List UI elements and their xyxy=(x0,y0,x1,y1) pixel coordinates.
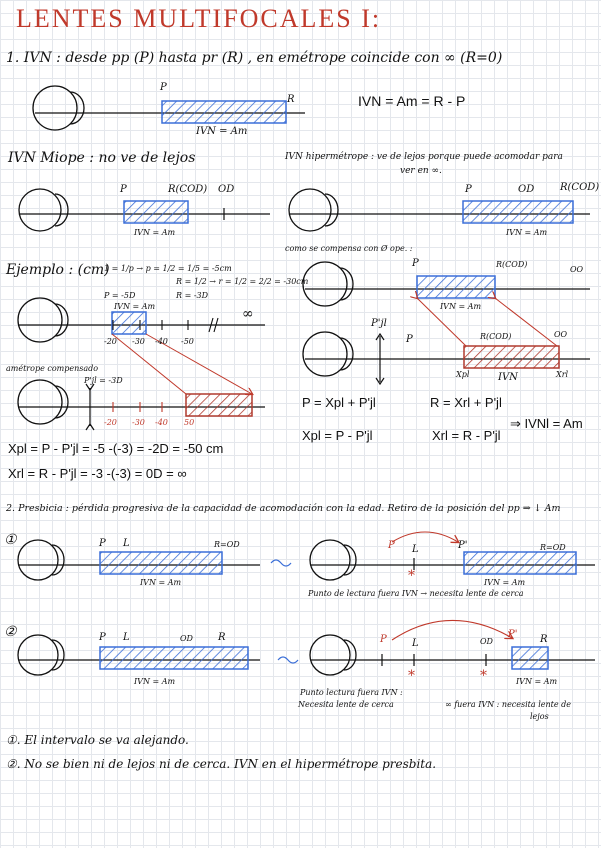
ejemplo-tick-4: -50 xyxy=(181,337,194,346)
c1-label-p-prime: P' xyxy=(458,540,468,551)
c2-star-1: * xyxy=(408,668,415,684)
c2-ivn-am: IVN = Am xyxy=(134,677,176,686)
ivn-am-s1: IVN = Am xyxy=(196,126,248,137)
hiper-note: como se compensa con Ø ope. : xyxy=(285,244,413,253)
hiper-pyl: P'jl xyxy=(371,318,387,329)
ivn-bar-presb-1a xyxy=(100,552,222,574)
c2-ivn-am-after: IVN = Am xyxy=(516,677,558,686)
c1-label-r: R=OD xyxy=(214,540,240,549)
c2-label-od-after: OD xyxy=(480,637,493,646)
c2-label-r-after: R xyxy=(540,634,548,645)
section-1-heading: 1. IVN : desde pp (P) hasta pr (R) , en emétrope coincide con ∞ (R=0) xyxy=(6,50,503,66)
eye-hiper-comp-2 xyxy=(303,332,353,376)
c2-label-l-after: L xyxy=(412,638,419,649)
eye-presb-2b xyxy=(310,635,356,675)
ejemplo-r-value: R = -3D xyxy=(176,291,209,300)
hiper-ivn-am2: IVN = Am xyxy=(440,302,482,311)
eye-compensado xyxy=(18,380,68,424)
c1-label-p: P xyxy=(99,538,106,549)
ejemplo-lens-tick-3: -40 xyxy=(155,418,168,427)
c1-label-l-after: L xyxy=(412,544,419,555)
ejemplo-formula-2: Xrl = R - P'jl = -3 -(-3) = 0D = ∞ xyxy=(8,466,187,481)
c2-caption-left-2: Necesita lente de cerca xyxy=(298,700,394,709)
hiper-label-p3: P xyxy=(406,334,413,345)
ivn-bar-presb-2b xyxy=(512,647,548,669)
page-title: LENTES MULTIFOCALES I: xyxy=(16,4,382,33)
label-p-s1: P xyxy=(160,82,167,93)
c2-label-p-after: P xyxy=(380,634,387,645)
presbicia-heading: 2. Presbicia : pérdida progresiva de la capacidad de acomodación con la edad. Retiro de la posición del pp ⇒ ↓ Am xyxy=(6,503,561,514)
hiper-heading: IVN hipermétrope : ve de lejos porque puede acomodar para xyxy=(285,152,563,162)
ivn-bar-ejemplo xyxy=(112,312,146,334)
ejemplo-lens-tick-2: -30 xyxy=(132,418,145,427)
ejemplo-pyl-label: P'jl = -3D xyxy=(84,376,123,385)
eye-miope xyxy=(19,189,68,231)
c2-caption-right-2: lejos xyxy=(530,712,549,721)
c2-label-l: L xyxy=(123,632,130,643)
c1-label-r-after: R=OD xyxy=(540,543,566,552)
miope-label-p: P xyxy=(120,184,127,195)
ejemplo-infinity: ∞ xyxy=(242,306,254,322)
ejemplo-tick-2: -30 xyxy=(132,337,145,346)
map-line-1 xyxy=(112,334,186,394)
eye-ejemplo xyxy=(18,298,68,342)
ejemplo-compensado: amétrope compensado xyxy=(6,364,99,373)
ejemplo-p-value: P = -5D xyxy=(104,291,136,300)
c2-label-p: P xyxy=(99,632,106,643)
ivn-bar-emetrope xyxy=(162,101,286,123)
hiper-xpl: Xpl xyxy=(456,370,470,379)
c2-caption-left-1: Punto lectura fuera IVN : xyxy=(300,688,403,697)
hiper-xrl: Xrl xyxy=(556,370,569,379)
formula-s1: IVN = Am = R - P xyxy=(358,93,466,109)
hiper-formula-4: Xpl = P - P'jl xyxy=(302,428,373,443)
ejemplo-lens-tick-1: -20 xyxy=(104,418,117,427)
c2-label-od: OD xyxy=(180,634,193,643)
miope-label-od: OD xyxy=(218,184,235,195)
hiper-ivn-am: IVN = Am xyxy=(506,228,548,237)
conclusion-2: ②. No se bien ni de lejos ni de cerca. IVN en el hipermétrope presbita. xyxy=(6,757,437,771)
ivn-bar-compensado xyxy=(186,394,252,416)
hiper-formula-5: Xrl = R - P'jl xyxy=(432,428,501,443)
c2-caption-right-1: ∞ fuera IVN : necesita lente de xyxy=(445,700,571,709)
ejemplo-ivn-am: IVN = Am xyxy=(114,302,156,311)
ejemplo-tick-1: -20 xyxy=(104,337,117,346)
ivn-bar-hipermetrope xyxy=(463,201,573,223)
ejemplo-note-1: 1 = 1/p → p = 1/2 = 1/5 = -5cm xyxy=(104,264,232,273)
eye-hiper-comp-1 xyxy=(303,262,353,306)
hiper-label-oo: OO xyxy=(570,265,584,274)
c1-ivn-am: IVN = Am xyxy=(140,578,182,587)
hiper-label-oo3: OO xyxy=(554,330,568,339)
c1-label-p-after: P xyxy=(388,540,395,551)
hiper-label-p: P xyxy=(465,184,472,195)
c1-ivn-am-after: IVN = Am xyxy=(484,578,526,587)
ejemplo-note-2: R = 1/2 → r = 1/2 = 2/2 = -30cm xyxy=(176,277,309,286)
c2-label-r: R xyxy=(218,632,226,643)
hiper-label-r2: R(COD) xyxy=(496,260,528,269)
eye-emetrope xyxy=(33,86,84,130)
ivn-bar-presb-2a xyxy=(100,647,248,669)
eye-presb-1b xyxy=(310,540,356,580)
c1-star: * xyxy=(408,568,415,584)
ejemplo-tick-3: -40 xyxy=(155,337,168,346)
c1-caption: Punto de lectura fuera IVN → necesita lente de cerca xyxy=(308,589,524,598)
hiper-formula-3: ⇒ IVNl = Am xyxy=(510,416,583,431)
hiper-label-p2: P xyxy=(412,258,419,269)
label-r-s1: R xyxy=(287,94,295,105)
hiper-ivn-l: IVN xyxy=(498,372,518,383)
ejemplo-heading: Ejemplo : (cm) xyxy=(6,262,110,278)
miope-heading: IVN Miope : no ve de lejos xyxy=(8,150,196,166)
c1-label-l: L xyxy=(123,538,130,549)
ivn-bar-hiper-comp-1 xyxy=(417,276,495,298)
eye-hipermetrope xyxy=(289,189,338,231)
case-1-number: ① xyxy=(4,532,17,548)
ejemplo-lens-tick-4: 50 xyxy=(184,418,195,427)
miope-ivn-am: IVN = Am xyxy=(134,228,176,237)
miope-label-r: R(COD) xyxy=(168,184,208,195)
hiper-label-od: OD xyxy=(518,184,535,195)
c2-star-2: * xyxy=(480,668,487,684)
conclusion-1: ①. El intervalo se va alejando. xyxy=(6,733,189,747)
eye-presb-2a xyxy=(18,635,64,675)
ivn-bar-hiper-comp-2 xyxy=(464,346,559,368)
hiper-formula-1: P = Xpl + P'jl xyxy=(302,395,376,410)
ivn-bar-presb-1b xyxy=(464,552,576,574)
ivn-bar-miope xyxy=(124,201,188,223)
case-2-number: ② xyxy=(4,624,17,640)
hiper-heading-2: ver en ∞. xyxy=(400,166,442,176)
hiper-label-r: R(COD) xyxy=(560,182,600,193)
hiper-label-r3: R(COD) xyxy=(480,332,512,341)
ejemplo-formula-1: Xpl = P - P'jl = -5 -(-3) = -2D = -50 cm xyxy=(8,441,224,456)
c2-label-p-prime: P' xyxy=(508,629,518,640)
hiper-formula-2: R = Xrl + P'jl xyxy=(430,395,502,410)
eye-presb-1a xyxy=(18,540,64,580)
